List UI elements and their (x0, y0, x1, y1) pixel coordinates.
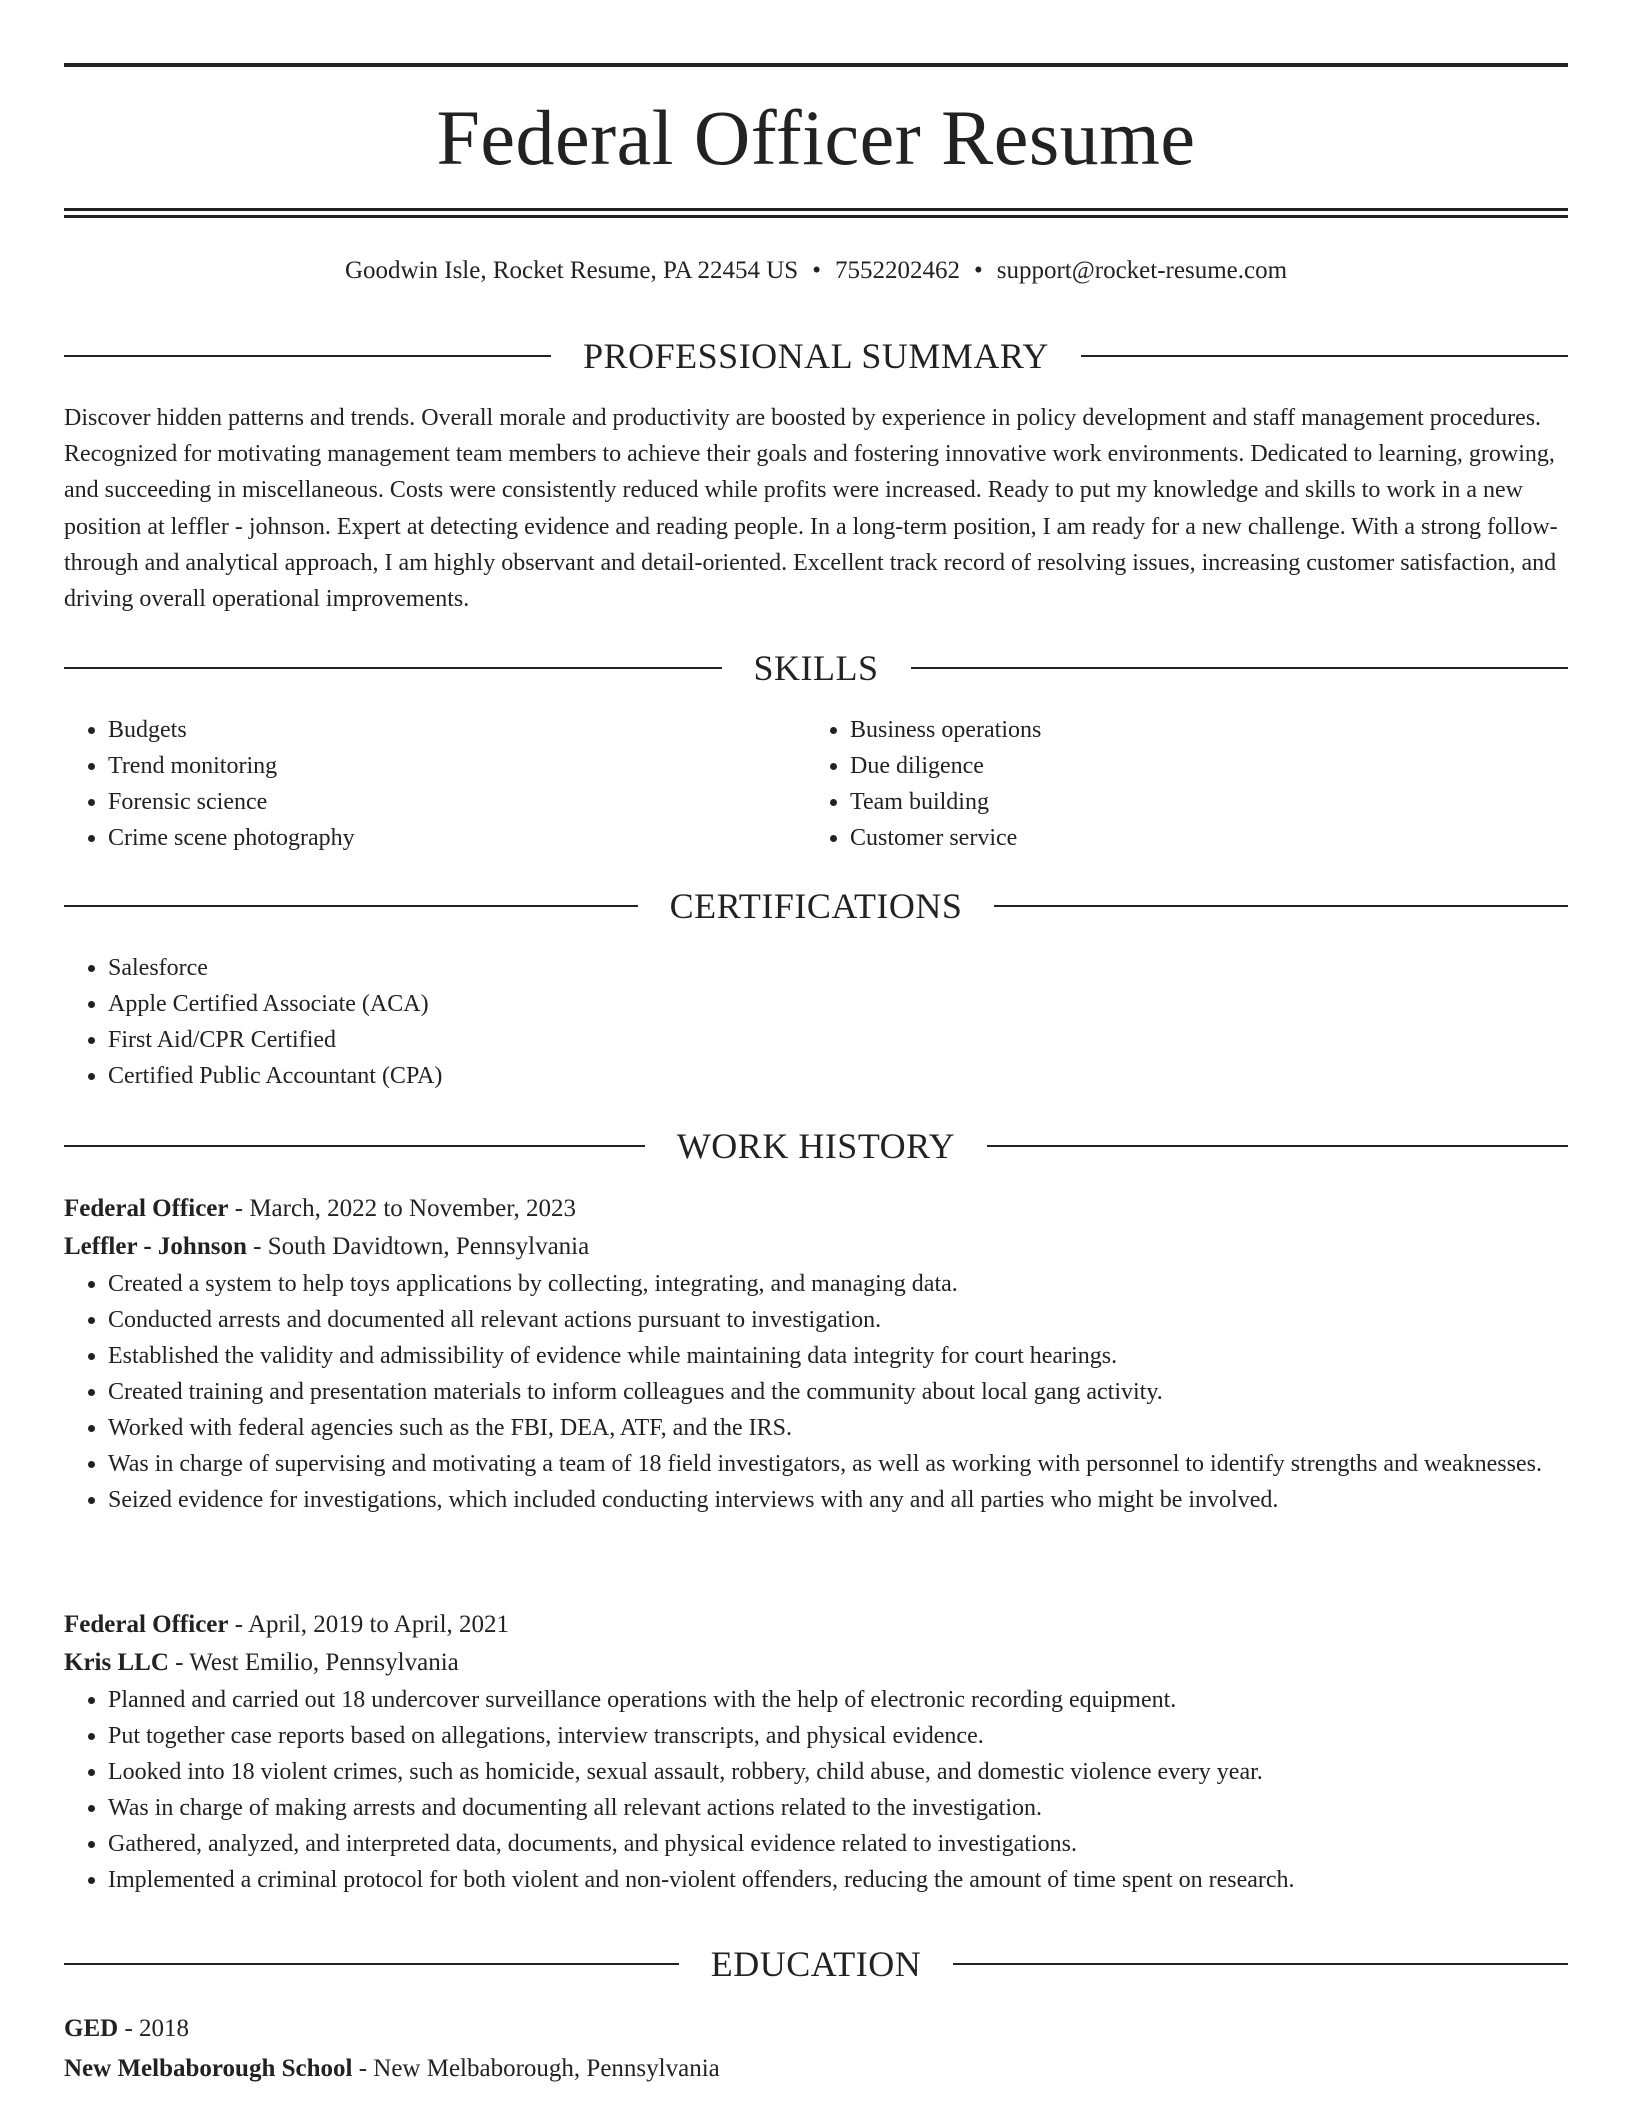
job-company: Kris LLC (64, 1649, 169, 1676)
job-duty-item: • Gathered, analyzed, and interpreted data, documents, and physical evidence related to investigations. (108, 1826, 1568, 1862)
job-location: - West Emilio, Pennsylvania (168, 1649, 459, 1676)
job-duty-item: • Implemented a criminal protocol for both violent and non-violent offenders, reducing the amount of time spent on research. (108, 1862, 1568, 1898)
job-duty-item: • Conducted arrests and documented all relevant actions pursuant to investigation. (108, 1302, 1568, 1338)
contact-phone: 7552202462 (834, 257, 960, 284)
job-title-line (64, 1190, 1568, 1228)
job-duties (64, 1266, 1568, 1518)
skill-item: • Due diligence (850, 748, 1548, 784)
skills-column-left (64, 712, 806, 856)
contact-separator: • (812, 257, 821, 284)
job-dates: - March, 2022 to November, 2023 (228, 1195, 577, 1222)
heading-rule (64, 905, 638, 907)
skills-list (64, 712, 1568, 856)
job-duty-item: • Seized evidence for investigations, which included conducting interviews with any and all parties who might be involved. (108, 1482, 1568, 1518)
skill-item: • Customer service (850, 820, 1548, 856)
job-duties (64, 1682, 1568, 1898)
job-duty-item: • Created training and presentation materials to inform colleagues and the community about local gang activity. (108, 1374, 1568, 1410)
job-duty-item: • Created a system to help toys applications by collecting, integrating, and managing data. (108, 1266, 1568, 1302)
certification-item: • Salesforce (108, 950, 1568, 986)
education-school-line (64, 2049, 1568, 2089)
heading-rule (64, 1145, 645, 1147)
job-duty-item: • Was in charge of making arrests and documenting all relevant actions related to the investigation. (108, 1790, 1568, 1826)
job-duty-item: • Looked into 18 violent crimes, such as homicide, sexual assault, robbery, child abuse, and domestic violence every year. (108, 1754, 1568, 1790)
certification-item: • Apple Certified Associate (ACA) (108, 986, 1568, 1022)
skill-item: • Forensic science (108, 784, 806, 820)
section-heading-work-history (64, 1124, 1568, 1168)
certifications-list (64, 950, 1568, 1094)
section-heading-summary (64, 334, 1568, 378)
skill-item: • Budgets (108, 712, 806, 748)
top-rule (64, 63, 1568, 67)
section-title-education: EDUCATION (710, 1944, 922, 1984)
heading-rule (64, 1963, 679, 1965)
certification-item: • Certified Public Accountant (CPA) (108, 1058, 1568, 1094)
education-entry (64, 2009, 1568, 2089)
skill-item: • Trend monitoring (108, 748, 806, 784)
job-duty-item: • Planned and carried out 18 undercover surveillance operations with the help of electronic recording equipment. (108, 1682, 1568, 1718)
heading-rule (994, 905, 1568, 907)
job-location: - South Davidtown, Pennsylvania (246, 1233, 590, 1260)
education-location: - New Melbaborough, Pennsylvania (352, 2055, 720, 2082)
education-year: - 2018 (118, 2015, 190, 2042)
title-rule-lower (64, 215, 1568, 218)
heading-rule (1081, 355, 1568, 357)
education-school: New Melbaborough School (64, 2055, 353, 2082)
education-degree-line (64, 2009, 1568, 2049)
job-company-line (64, 1644, 1568, 1682)
job-title: Federal Officer (64, 1195, 229, 1222)
job-duty-item: • Put together case reports based on allegations, interview transcripts, and physical evidence. (108, 1718, 1568, 1754)
skill-item: • Business operations (850, 712, 1548, 748)
section-title-work-history: WORK HISTORY (676, 1126, 956, 1166)
section-title-certifications: CERTIFICATIONS (669, 886, 963, 926)
contact-separator: • (973, 257, 983, 284)
job-entry (64, 1606, 1568, 1898)
title-rule-upper (64, 208, 1568, 211)
contact-line (64, 254, 1568, 288)
skill-item: • Crime scene photography (108, 820, 806, 856)
job-duty-item: • Worked with federal agencies such as the FBI, DEA, ATF, and the IRS. (108, 1410, 1568, 1446)
contact-email: support@rocket-resume.com (996, 257, 1288, 284)
heading-rule (64, 667, 722, 669)
skill-item: • Team building (850, 784, 1548, 820)
contact-address: Goodwin Isle, Rocket Resume, PA 22454 US (344, 257, 799, 284)
job-entry (64, 1190, 1568, 1518)
page-title: Federal Officer Resume (436, 94, 1196, 181)
heading-rule (64, 355, 551, 357)
job-company: Leffler - Johnson (64, 1233, 247, 1260)
job-title-line (64, 1606, 1568, 1644)
section-heading-education (64, 1942, 1568, 1986)
job-duty-item: • Established the validity and admissibility of evidence while maintaining data integrity for court hearings. (108, 1338, 1568, 1374)
education-degree: GED (64, 2015, 119, 2042)
section-title-summary: PROFESSIONAL SUMMARY (583, 336, 1049, 376)
job-title: Federal Officer (64, 1611, 229, 1638)
job-dates: - April, 2019 to April, 2021 (228, 1611, 510, 1638)
section-heading-skills (64, 646, 1568, 690)
certification-item: • First Aid/CPR Certified (108, 1022, 1568, 1058)
heading-rule (953, 1963, 1568, 1965)
job-duty-item: • Was in charge of supervising and motivating a team of 18 field investigators, as well as working with personnel to identify strengths and weaknesses. (108, 1446, 1568, 1482)
section-title-skills: SKILLS (753, 648, 879, 688)
job-company-line (64, 1228, 1568, 1266)
summary-text: Discover hidden patterns and trends. Overall morale and productivity are boosted by experience in policy development and staff management procedures. Recognized for motivating management team members to achieve their goals and fostering innovative work environments. Dedicated to learning, growing, and succeeding in miscellaneous. Costs were consistently reduced while profits were increased. Ready to put my knowledge and skills to work in a new position at leffler - johnson. Expert at detecting evidence and reading people. In a long-term position, I am ready for a new challenge. With a strong follow-through and analytical approach, I am highly observant and detail-oriented. Excellent track record of resolving issues, increasing customer satisfaction, and driving overall operational improvements. (64, 405, 1558, 613)
heading-rule (987, 1145, 1568, 1147)
heading-rule (911, 667, 1569, 669)
section-heading-certifications (64, 884, 1568, 928)
skills-column-right (806, 712, 1548, 856)
